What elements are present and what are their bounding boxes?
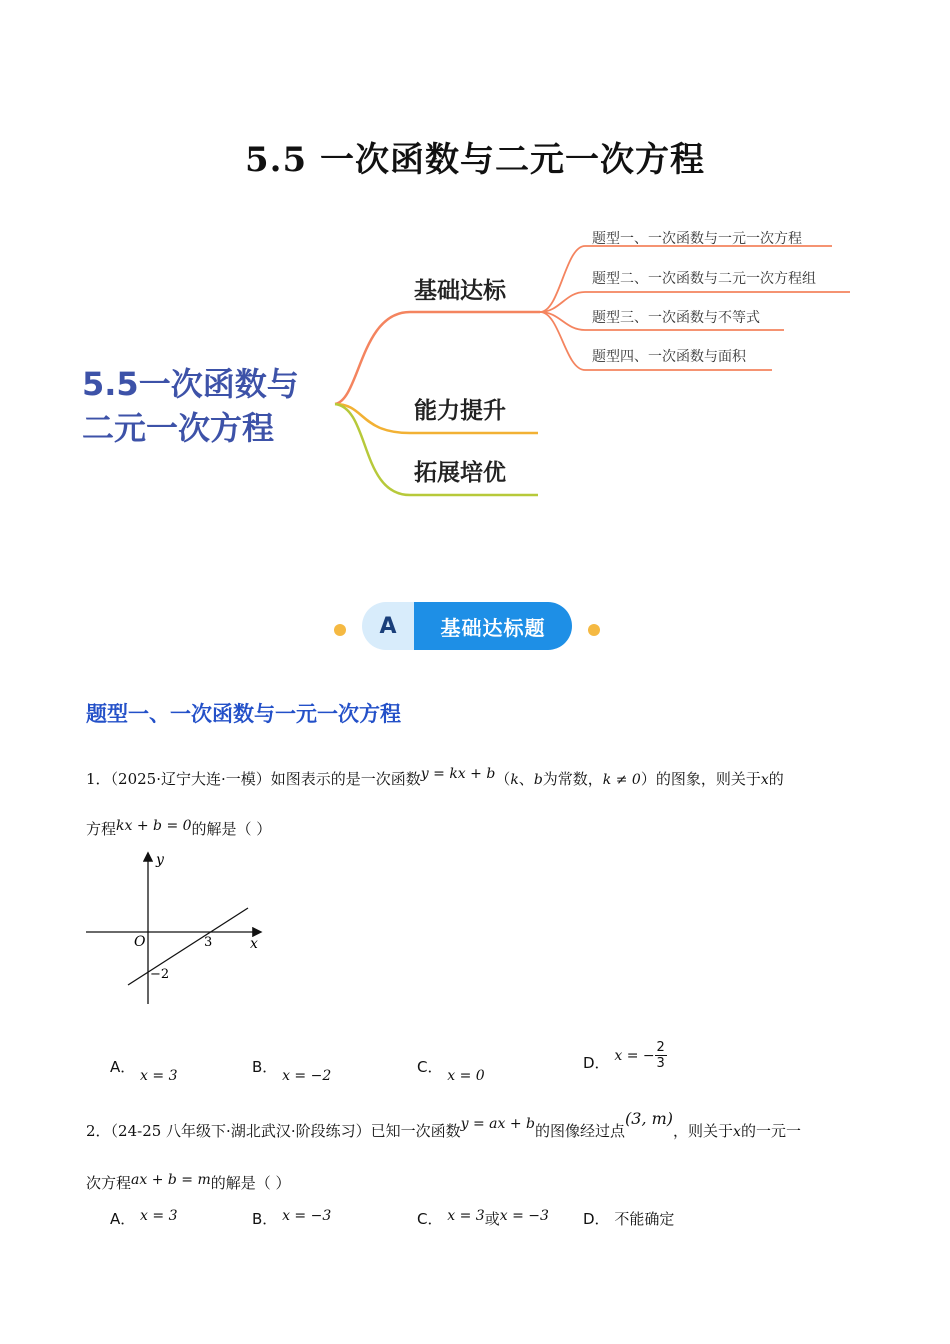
function-line xyxy=(128,908,248,985)
question-2-line-1 xyxy=(86,1109,801,1141)
question-1-text-2: 的图象，则关于 xyxy=(655,770,761,788)
question-2-line-2-post: 的解是（ ） xyxy=(210,1174,291,1192)
connector-branch-1 xyxy=(335,312,540,404)
option-letter: A． xyxy=(110,1058,136,1076)
leaf-type-4: 题型四、一次函数与面积 xyxy=(592,349,746,365)
var-x: x xyxy=(760,772,769,788)
option-letter: C． xyxy=(417,1058,443,1076)
q1-option-a[interactable] xyxy=(110,1056,178,1084)
question-2-text-2: 的图像经过点 xyxy=(535,1122,626,1140)
x-axis-label: x xyxy=(250,936,258,952)
option-letter: D． xyxy=(583,1054,610,1072)
question-1-graph xyxy=(82,848,272,1008)
q2-option-d[interactable] xyxy=(583,1208,674,1229)
page-title: 5.5 一次函数与二元一次方程 xyxy=(245,140,705,180)
section-badge xyxy=(362,602,572,650)
question-2-number: 2． xyxy=(86,1122,111,1140)
option-value: x = − xyxy=(614,1048,655,1064)
option-value: x = 3 xyxy=(447,1208,485,1224)
leaf-type-2: 题型二、一次函数与二元一次方程组 xyxy=(592,271,816,287)
question-2-text-3: ，则关于 xyxy=(673,1122,734,1140)
q2-option-a[interactable] xyxy=(110,1208,177,1229)
section-badge-letter: A xyxy=(362,602,414,650)
option-value: 不能确定 xyxy=(614,1210,675,1228)
question-1-function: y = kx + b xyxy=(420,766,496,782)
question-1-line-2-pre: 方程 xyxy=(86,820,117,838)
option-value: x = 3 xyxy=(140,1068,178,1084)
fraction-numerator: 2 xyxy=(656,1040,665,1055)
question-2-line-2 xyxy=(86,1172,291,1193)
y-intercept-label: −2 xyxy=(150,967,170,982)
section-heading: 题型一、一次函数与一元一次方程 xyxy=(86,702,401,726)
question-1-source: （2025·辽宁大连·一模） xyxy=(110,770,271,788)
option-value: x = 3 xyxy=(140,1208,178,1224)
question-2-source: （24-25 八年级下·湖北武汉·阶段练习） xyxy=(110,1122,371,1140)
constant-text: 为常数， xyxy=(542,770,603,788)
question-1-number: 1． xyxy=(86,770,111,788)
option-value-2: x = −3 xyxy=(499,1208,549,1224)
question-1-line-2-post: 的解是（ ） xyxy=(191,820,272,838)
condition: k ≠ 0 xyxy=(602,772,641,788)
var-x: x xyxy=(733,1124,741,1140)
leaf-type-1: 题型一、一次函数与一元一次方程 xyxy=(592,231,802,247)
option-conjunction: 或 xyxy=(484,1210,500,1228)
question-1-line-1 xyxy=(86,768,784,789)
mind-map xyxy=(0,210,950,510)
var-k: k xyxy=(510,772,519,788)
option-letter: D． xyxy=(583,1210,610,1228)
branch-extension: 拓展培优 xyxy=(414,460,506,486)
question-2-point: (3, m) xyxy=(625,1109,674,1128)
mind-map-center-line-1: 5.5一次函数与 xyxy=(82,365,299,403)
question-2-text-4: 的一元一 xyxy=(740,1122,801,1140)
branch-basic: 基础达标 xyxy=(414,278,506,304)
x-intercept-label: 3 xyxy=(204,935,213,950)
option-value: x = −2 xyxy=(282,1068,332,1084)
mind-map-center xyxy=(82,362,322,450)
origin-label: O xyxy=(134,934,146,950)
question-1-equation: kx + b = 0 xyxy=(116,818,192,834)
mind-map-center-line-2: 二元一次方程 xyxy=(82,409,275,447)
section-badge-label: 基础达标题 xyxy=(414,602,572,650)
paren-open: （ xyxy=(495,770,511,788)
branch-advanced: 能力提升 xyxy=(414,398,506,424)
paren-close: ） xyxy=(640,770,656,788)
y-axis-label: y xyxy=(156,852,164,868)
question-2-function: y = ax + b xyxy=(460,1116,535,1132)
leaf-type-3: 题型三、一次函数与不等式 xyxy=(592,310,760,326)
var-b: b xyxy=(533,772,543,788)
question-2-text: 已知一次函数 xyxy=(370,1122,461,1140)
badge-decoration-right xyxy=(584,620,694,640)
question-2-equation: ax + b = m xyxy=(131,1172,211,1188)
fraction xyxy=(655,1040,667,1071)
question-2-line-2-pre: 次方程 xyxy=(86,1174,132,1192)
question-1-text: 如图表示的是一次函数 xyxy=(270,770,421,788)
fraction-denominator: 3 xyxy=(656,1056,665,1071)
option-letter: B． xyxy=(252,1058,278,1076)
separator: 、 xyxy=(518,770,534,788)
option-letter: B． xyxy=(252,1210,278,1228)
q1-option-b[interactable] xyxy=(252,1056,332,1084)
badge-decoration-left xyxy=(252,620,362,640)
q2-option-c[interactable] xyxy=(417,1208,549,1229)
option-letter: A． xyxy=(110,1210,136,1228)
question-1-line-2 xyxy=(86,818,271,839)
q1-option-c[interactable] xyxy=(417,1056,485,1084)
option-letter: C． xyxy=(417,1210,443,1228)
option-value: x = 0 xyxy=(447,1068,485,1084)
q1-option-d[interactable] xyxy=(583,1040,667,1071)
option-value: x = −3 xyxy=(282,1208,332,1224)
question-1-text-3: 的 xyxy=(768,770,784,788)
q2-option-b[interactable] xyxy=(252,1208,331,1229)
